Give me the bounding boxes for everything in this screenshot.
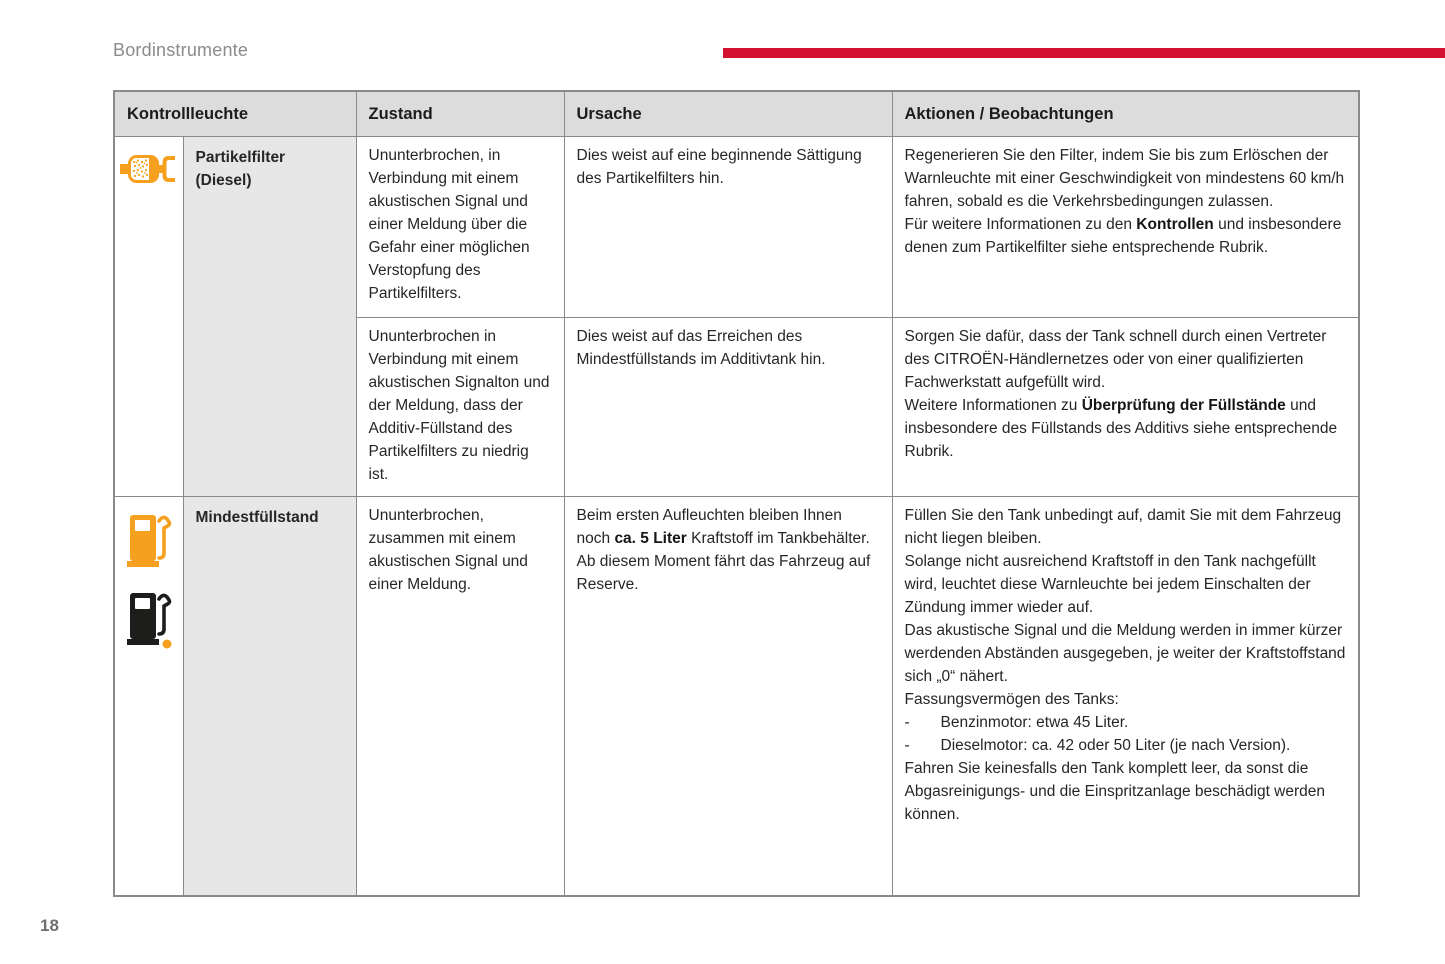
cell-zustand-mindestfuellstand	[356, 497, 564, 897]
warning-light-label: Partikelfilter (Diesel)	[195, 149, 286, 189]
warning-light-label: Mindestfüllstand	[195, 509, 319, 526]
paragraph: Regenerieren Sie den Filter, indem Sie bis zum Erlöschen der Warnleuchte mit einer Geschwindigkeit von mindestens 60 km/h fahren, sobald es die Verkehrsbedingungen zulassen.	[904, 147, 1345, 210]
paragraph: Dies weist auf das Erreichen des Mindestfüllstands im Additivtank hin.	[576, 328, 826, 368]
header-kontrollleuchte: Kontrollleuchte	[114, 91, 356, 137]
list-item: - Dieselmotor: ca. 42 oder 50 Liter (je nach Version).	[904, 737, 1291, 754]
paragraph: Ununterbrochen, zusammen mit einem akustischen Signal und einer Meldung.	[368, 507, 528, 593]
paragraph: Füllen Sie den Tank unbedingt auf, damit Sie mit dem Fahrzeug nicht liegen bleiben.	[904, 507, 1342, 547]
cell-aktionen-mindestfuellstand	[892, 497, 1359, 897]
cell-ursache-partikelfilter-2	[564, 318, 892, 497]
paragraph: Weitere Informationen zu Überprüfung der Füllstände und insbesondere des Füllstands des Additivs siehe entsprechende Rubrik.	[904, 397, 1338, 460]
cell-ursache-partikelfilter-1	[564, 137, 892, 318]
cell-icon-partikelfilter	[114, 137, 183, 497]
paragraph: Ununterbrochen in Verbindung mit einem akustischen Signalton und der Meldung, dass der Additiv-Füllstand des Partikelfilters zu niedrig ist.	[368, 328, 550, 483]
warning-lights-table	[113, 90, 1360, 897]
paragraph: Fassungsvermögen des Tanks:	[904, 691, 1119, 708]
cell-label-partikelfilter	[183, 137, 356, 497]
paragraph: Sorgen Sie dafür, dass der Tank schnell durch einen Vertreter des CITROËN-Händlernetzes oder von einer qualifizierten Fachwerkstatt aufgefüllt wird.	[904, 328, 1327, 391]
list-item: - Benzinmotor: etwa 45 Liter.	[904, 714, 1129, 731]
header-aktionen: Aktionen / Beobachtungen	[892, 91, 1359, 137]
paragraph: Beim ersten Aufleuchten bleiben Ihnen noch ca. 5 Liter Kraftstoff im Tankbehälter.	[576, 507, 870, 547]
reserve-dot-icon	[162, 640, 171, 649]
fuel-pump-warning-icon-black	[126, 591, 172, 649]
cell-icon-mindestfuellstand	[114, 497, 183, 897]
header-zustand: Zustand	[356, 91, 564, 137]
cell-zustand-partikelfilter-2	[356, 318, 564, 497]
cell-zustand-partikelfilter-1	[356, 137, 564, 318]
table-row-mindestfuellstand	[114, 497, 1359, 897]
cell-aktionen-partikelfilter-1	[892, 137, 1359, 318]
paragraph: Ununterbrochen, in Verbindung mit einem akustischen Signal und einer Meldung über die Gefahr einer möglichen Verstopfung des Partikelfilters.	[368, 147, 530, 302]
cell-label-mindestfuellstand	[183, 497, 356, 897]
fuel-pump-icons	[119, 511, 179, 649]
paragraph: Fahren Sie keinesfalls den Tank komplett leer, da sonst die Abgasreinigungs- und die Einspritzanlage beschädigt werden können.	[904, 760, 1326, 823]
paragraph: Ab diesem Moment fährt das Fahrzeug auf Reserve.	[576, 553, 871, 593]
cell-ursache-mindestfuellstand	[564, 497, 892, 897]
table-row-partikelfilter-1	[114, 137, 1359, 318]
page-title: Bordinstrumente	[113, 40, 249, 60]
paragraph: Für weitere Informationen zu den Kontrollen und insbesondere denen zum Partikelfilter siehe entsprechende Rubrik.	[904, 216, 1342, 256]
paragraph: Solange nicht ausreichend Kraftstoff in den Tank nachgefüllt wird, leuchtet diese Warnleuchte bei jedem Einschalten der Zündung immer wieder auf.	[904, 553, 1316, 616]
fuel-pump-warning-icon-orange	[126, 513, 172, 569]
table-header-row	[114, 91, 1359, 137]
cell-aktionen-partikelfilter-2	[892, 318, 1359, 497]
particulate-filter-warning-icon	[120, 151, 178, 187]
header-ursache: Ursache	[564, 91, 892, 137]
page-number: 18	[40, 916, 59, 935]
paragraph: Dies weist auf eine beginnende Sättigung des Partikelfilters hin.	[576, 147, 862, 187]
accent-bar	[723, 48, 1445, 58]
paragraph: Das akustische Signal und die Meldung werden in immer kürzer werdenden Abständen ausgegeben, je weiter der Kraftstoffstand sich „0“ nähert.	[904, 622, 1346, 685]
